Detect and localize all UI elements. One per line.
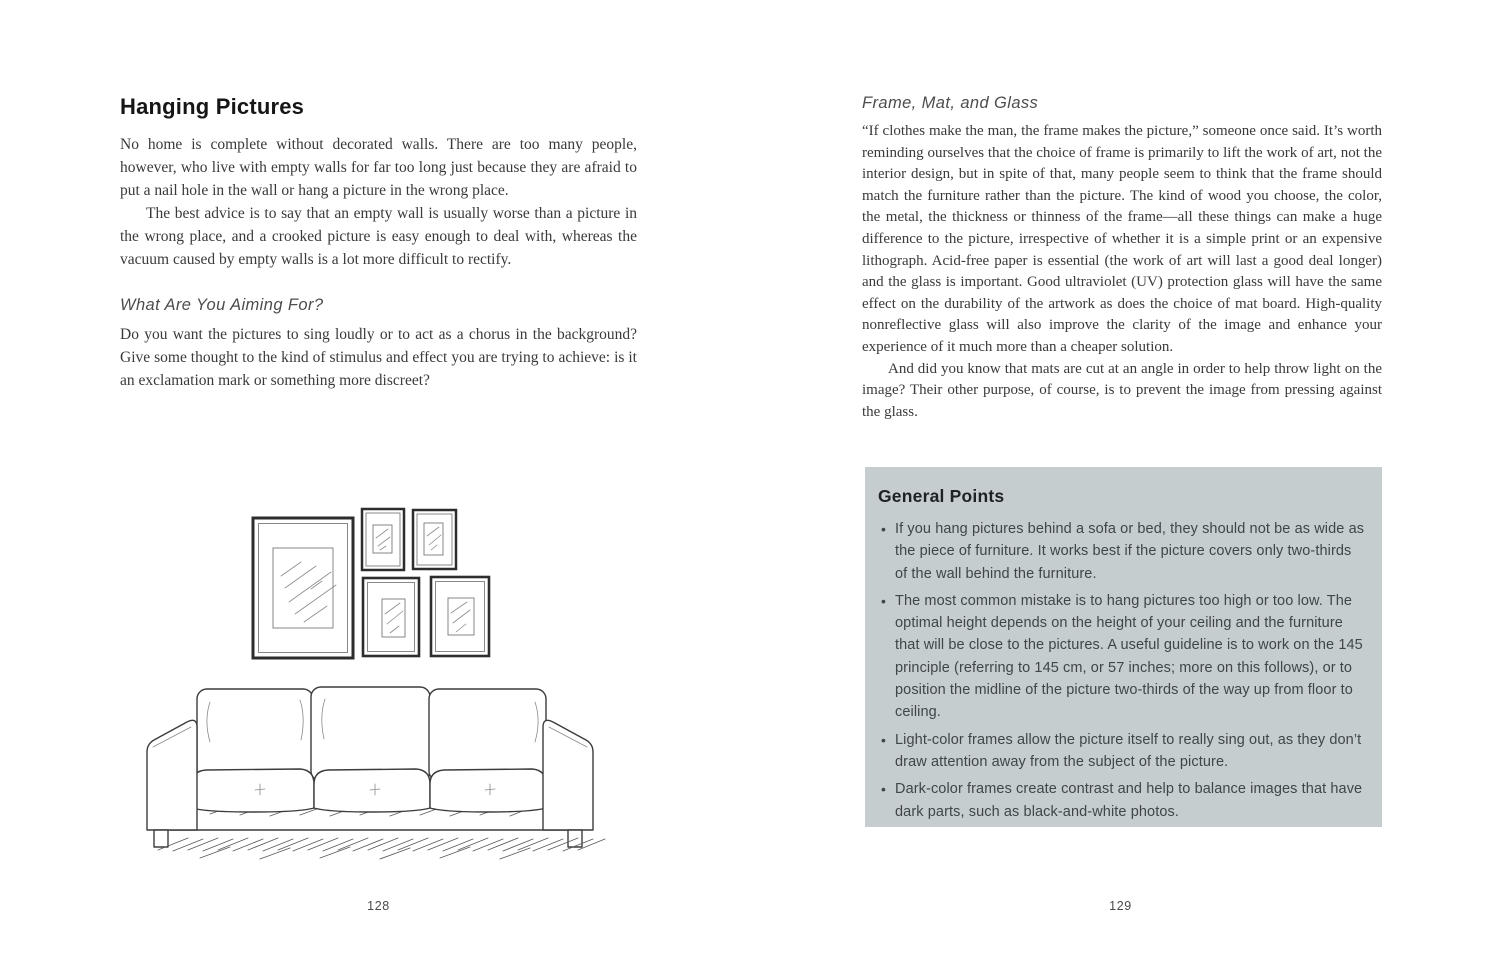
general-points-callout-box bbox=[865, 467, 1382, 827]
paragraph: Do you want the pictures to sing loudly or to act as a chorus in the background? Give some thought to the kind of stimulus and effect you are trying to achieve: is it an exclamation mark or something more discreet? bbox=[120, 326, 637, 389]
frame-mat-glass-section bbox=[862, 121, 1382, 423]
paragraph: The best advice is to say that an empty wall is usually worse than a picture in the wrong place, and a crooked picture is easy enough to deal with, whereas the vacuum caused by empty walls is a lot more difficult to rectify. bbox=[120, 205, 637, 268]
intro-section bbox=[120, 133, 637, 271]
picture-frame-icon bbox=[431, 577, 489, 656]
section-subheading-aiming: What Are You Aiming For? bbox=[120, 296, 324, 314]
paragraph: No home is complete without decorated walls. There are too many people, however, who live with empty walls for far too long just because they are afraid to put a nail hole in the wall or hang a picture in the wrong place. bbox=[120, 136, 637, 199]
picture-frame-icon bbox=[363, 578, 419, 656]
general-points-list bbox=[878, 518, 1366, 823]
picture-frame-icon bbox=[413, 510, 456, 569]
page-title: Hanging Pictures bbox=[120, 94, 305, 119]
gallery-wall-sofa-illustration bbox=[140, 490, 640, 890]
list-item: • Dark-color frames create contrast and help to balance images that have dark parts, such as black-and-white photos. bbox=[878, 778, 1366, 823]
aiming-section bbox=[120, 323, 637, 392]
list-item: • If you hang pictures behind a sofa or bed, they should not be as wide as the piece of furniture. It works best if the picture covers only two-thirds of the wall behind the furniture. bbox=[878, 518, 1366, 585]
paragraph: And did you know that mats are cut at an angle in order to help throw light on the image? Their other purpose, of course, is to prevent the image from pressing against the glass. bbox=[862, 360, 1382, 420]
general-points-title: General Points bbox=[878, 486, 1005, 506]
sofa-icon bbox=[147, 687, 593, 847]
list-item: • Light-color frames allow the picture itself to really sing out, as they don’t draw attention away from the subject of the picture. bbox=[878, 729, 1366, 774]
paragraph: “If clothes make the man, the frame makes the picture,” someone once said. It’s worth reminding ourselves that the choice of frame is primarily to lift the work of art, not the interior design, but in spite of that, many people seem to think that the frame should match the furniture rather than the picture. The kind of wood you choose, the color, the metal, the thickness or thinness of the frame—all these things can make a huge difference to the picture, irrespective of whether it is a simple print or an expensive lithograph. Acid-free paper is essential (the work of art will last a good deal longer) and the glass is important. Good ultraviolet (UV) protection glass will have the same effect on the durability of the artwork as does the choice of mat board. High-quality nonreflective glass will also improve the clarity of the image and enhance your experience of it much more than a cheaper solution. bbox=[862, 123, 1382, 355]
page-number: 128 bbox=[367, 899, 390, 913]
right-page-text-column bbox=[862, 93, 1382, 423]
list-item: • The most common mistake is to hang pictures too high or too low. The optimal height depends on the height of your ceiling and the furniture that will be close to the pictures. A useful guideline is to work on the 145 principle (referring to 145 cm, or 57 inches; more on this follows), or to position the midline of the picture two-thirds of the way up from floor to ceiling. bbox=[878, 590, 1366, 724]
left-page-text-column bbox=[120, 95, 637, 392]
page-number: 129 bbox=[1109, 899, 1132, 913]
picture-frame-icon bbox=[253, 518, 353, 658]
picture-frame-icon bbox=[362, 509, 404, 570]
section-subheading-frame-mat-glass: Frame, Mat, and Glass bbox=[862, 94, 1039, 112]
floor-hatch-lines bbox=[158, 838, 605, 859]
